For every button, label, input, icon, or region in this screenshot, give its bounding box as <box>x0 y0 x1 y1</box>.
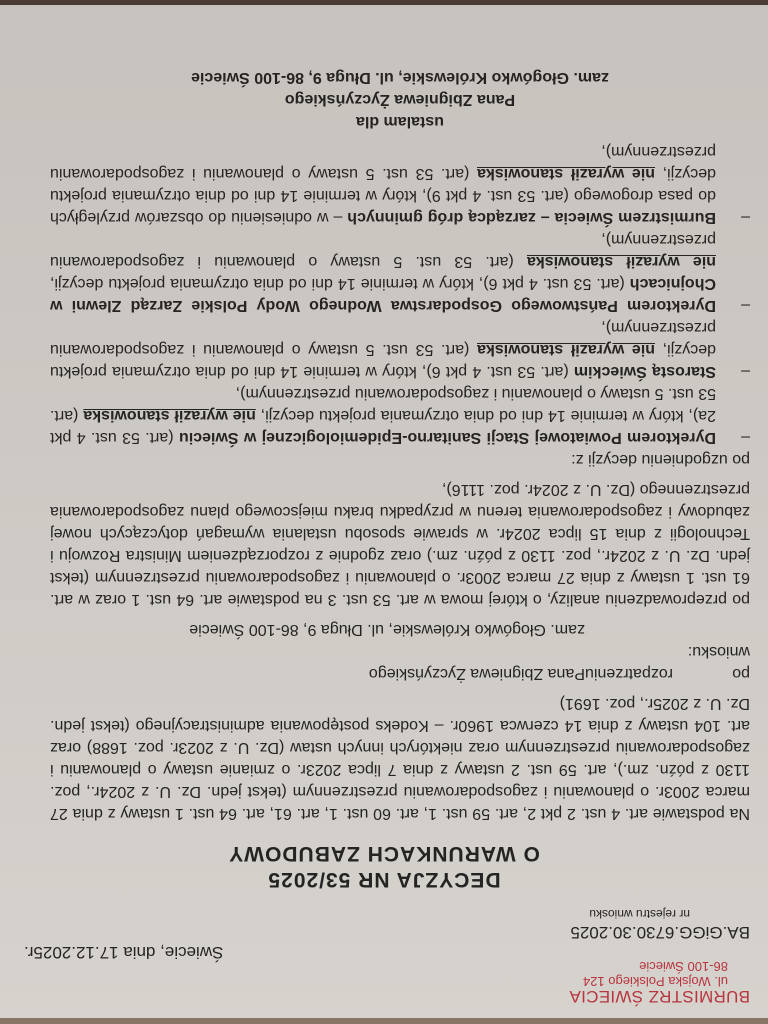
decision-address-text: zam. Głogówko Królewskie, ul. Długa 9, 86-100 Świecie <box>191 69 609 86</box>
agreement-tail: (art. 53 ust. 5 ustawy o planowaniu i zagospodarowaniu przestrzennym), <box>49 385 716 424</box>
request-block <box>50 640 750 684</box>
office-stamp <box>569 959 750 1004</box>
legal-basis: Na podstawie art. 4 ust. 2 pkt 2, art. 59 ust. 1, art. 60 ust. 1, art. 61, art. 64 ust. 1 ustawy z dnia 27 marca 2003r. o planowaniu i zagospodarowaniu przestrzennym (tekst jedn. Dz. U. z 2024r., poz. 1130 z późn. zm.), art. 59 ust. 2 ustawy z dnia 7 lipca 2023r. o zmianie ustawy o planowaniu i zagospodarowaniu przestrzennym oraz niektórych innych ustaw (Dz. U. z 2023r. poz. 1688) oraz art. 104 ustawy z dnia 14 czerwca 1960r. – Kodeks postępowania administracyjnego (tekst jedn. Dz. U. z 2025r., poz. 1691) <box>50 695 750 822</box>
agreement-emphasis: nie wyraził stanowiska <box>526 253 716 270</box>
reference-note: nr rejestru wniosku <box>589 907 690 921</box>
dash: – <box>741 209 750 226</box>
dash: – <box>741 363 750 380</box>
decision-label-text: ustalam dla <box>355 113 445 130</box>
stamp-line: 86-100 Świecie <box>639 959 728 974</box>
page-edge <box>0 0 768 5</box>
dash: – <box>741 429 750 446</box>
page-edge <box>0 1018 768 1024</box>
dash: – <box>741 297 750 314</box>
authority-name: Starostą Świeckim <box>573 363 716 380</box>
agreement-item <box>50 316 750 382</box>
decision-name <box>50 88 750 110</box>
title-line: DECYZJA NR 53/2025 <box>267 868 501 891</box>
agreement-emphasis: nie wyraził stanowiska <box>83 407 256 424</box>
authority-name: Dyrektorem Państwowego Gospodarstwa Wodnego Wody Polskie Zarząd Zlewni w Chojnicach <box>50 275 716 314</box>
document-title <box>0 840 768 892</box>
agreement-item <box>50 140 750 228</box>
authority-name: Dyrektorem Powiatowej Stacji Sanitarno-Epidemiologicznej w Świeciu <box>178 429 716 446</box>
agreement-list <box>50 140 750 448</box>
agreement-text: (art. 53 ust. 4 pkt 6), który w terminie 14 dni od dnia otrzymania projektu decyzji, <box>50 275 630 292</box>
agreement-tail: (art. 53 ust. 5 ustawy o planowaniu i zagospodarowaniu przestrzennym), <box>49 143 716 182</box>
agreement-intro: po uzgodnieniu decyzji z: <box>571 451 750 468</box>
title-line: O WARUNKACH ZABUDOWY <box>228 842 540 865</box>
agreement-tail: (art. 53 ust. 5 ustawy o planowaniu i zagospodarowaniu przestrzennym), <box>50 231 716 270</box>
decision-name-text: Pana Zbigniewa Życzyńskiego <box>284 91 516 108</box>
applicant-name: Pana Zbigniewa Życzyńskiego <box>368 665 585 682</box>
request-label: po rozpatrzeniu wniosku: <box>585 643 750 682</box>
authority-name: Burmistrzem Świecia – zarządcą dróg gminnych <box>347 209 716 226</box>
agreement-text: (art. 53 ust. 4 pkt 2a), który w terminie 14 dni od dnia otrzymania projektu decyzji, <box>50 407 716 446</box>
agreement-emphasis: nie wyraził stanowiska <box>477 165 656 182</box>
stamp-line: ul. Wojska Polskiego 124 <box>582 974 728 989</box>
applicant-address: zam. Głogówko Królewskie, ul. Długa 9, 86-100 Świecie <box>189 621 585 638</box>
stamp-line: BURMISTRZ ŚWIECIA <box>569 987 750 1006</box>
decision-label <box>50 110 750 132</box>
document-body <box>50 66 750 824</box>
agreement-item <box>50 382 750 448</box>
agreement-tail: (art. 53 ust. 5 ustawy o planowaniu i zagospodarowaniu przestrzennym), <box>49 319 716 358</box>
agreement-text: (art. 53 ust. 4 pkt 6), który w terminie 14 dni od dnia otrzymania projektu decyzji, <box>49 341 716 380</box>
reference-number: BA.GiGG.6730.30.2025 <box>570 923 750 942</box>
agreement-text: – w odniesieniu do obszarów przyległych do pasa drogowego (art. 53 ust. 4 pkt 9), który w terminie 14 dni od dnia otrzymania projektu decyzji, <box>50 165 716 226</box>
analysis-paragraph: po przeprowadzeniu analizy, o której mowa w art. 53 ust. 3 na podstawie art. 64 ust. 1 oraz w art. 61 ust. 1 ustawy z dnia 27 marca 2003r. o planowaniu i zagospodarowaniu przestrzennym (tekst jedn. Dz. U. z 2024r., poz. 1130 z późn. zm.) oraz zgodnie z rozporządzeniem Ministra Rozwoju i Technologii z dnia 15 lipca 2024r. w sprawie sposobu ustalania wymagań dotyczących nowej zabudowy i zagospodarowania terenu w przypadku braku miejscowego planu zagospodarowania przestrzennego (Dz. U. z 2024r. poz. 1116), <box>50 481 750 608</box>
document-date: Świecie, dnia 17.12.2025r. <box>24 943 224 962</box>
agreement-emphasis: nie wyraził stanowiska <box>477 341 656 358</box>
decision-address <box>50 66 750 88</box>
agreement-item <box>50 228 750 316</box>
